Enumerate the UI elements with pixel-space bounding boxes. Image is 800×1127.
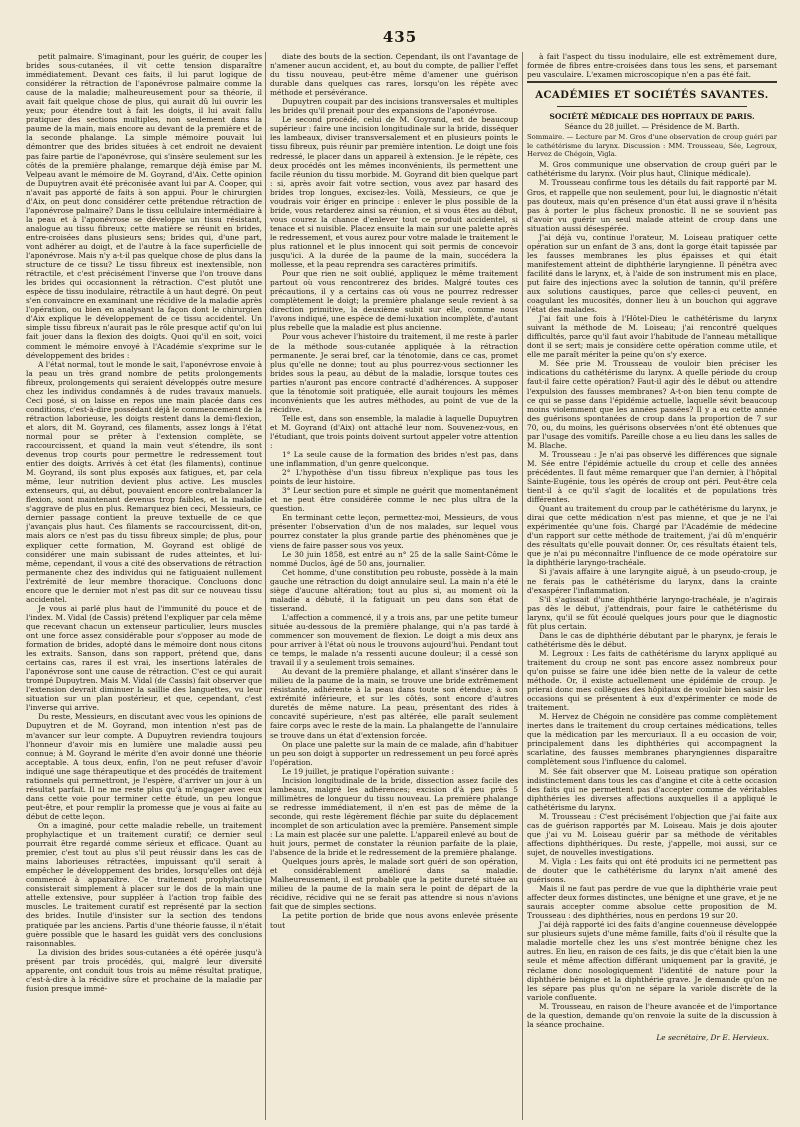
paragraph: M. Trousseau, en raison de l'heure avancée et de l'importance de la question, demande qu'on renvoie la suite de la discussion à la séance prochaine. [527,1001,777,1029]
section-rule [527,81,777,83]
section-heading: ACADÉMIES ET SOCIÉTÉS SAVANTES. [535,90,769,102]
paragraph: 3° Leur section pure et simple ne guérit que momentanément et ne peut être considérée comme le nec plus ultra de la question. [270,486,518,514]
paragraph: Dans le cas de diphthérie débutant par le pharynx, je ferais le cathétérisme dès le début. [527,630,777,649]
paragraph: On place une palette sur la main de ce malade, afin d'habituer un peu son doigt à supporter un redressement un peu forcé après l'opération. [270,739,518,767]
paragraph: M. Vigla : Les faits qui ont été produits ici ne permettent pas de douter que le cathétérisme du larynx n'ait amené des guérisons. [527,856,777,885]
paragraph: J'ai fait une fois à l'Hôtel-Dieu le cathétérisme du larynx suivant la méthode de M. Loiseau; j'ai rencontré quelques difficultés, parce qu'il faut avoir l'habitude de l'anneau métallique dont il se sert; mais je considère cette opération comme utile, et elle me paraît mériter la peine qu'on s'y exerce. [527,314,777,360]
column-divider [265,52,266,1120]
paragraph: M. Trousseau : C'est précisément l'objection que j'ai faite aux cas de guérison rapportés par M. Loiseau. Mais je dois ajouter que j'ai vu M. Loiseau guérir par sa méthode de véritables affections diphthériques. Du reste, j'appelle, moi aussi, sur ce sujet, de nouvelles investigations. [527,811,777,857]
paragraph: Du reste, Messieurs, en discutant avec vous les opinions de Dupuytren et de M. Goyrand, mon intention n'est pas de m'avancer sur leur compte. A Dupuytren reviendra toujours l'honneur d'avoir mis en lumière une maladie aussi peu connue; à M. Goyrand le mérite d'en avoir donné une théorie acceptable. A tous deux, enfin, l'on ne peut refuser d'avoir indiqué une sage thérapeutique et des procédés de traitement rationnels qui permettront, je l'espère, d'arriver un jour à un résultat parfait. Il ne me reste plus qu'à m'engager avec eux dans cette voie pour terminer cette étude, un peu longue peut-être, et pour remplir la promesse que je vous ai faite au début de cette leçon. [26,712,262,821]
column-right-body [527,160,777,1029]
section-rule [557,106,747,107]
paragraph: Le 19 juillet, je pratique l'opération suivante : [282,766,455,776]
paragraph: J'ai déjà rapporté ici des faits d'angine couenneuse développée sur plusieurs sujets d'une même famille, faits d'où il résulte que la maladie mortelle chez les uns s'est montrée bénigne chez les autres. En lieu, en raison de ces faits, je dis que c'était bien la une seule et même affection différant uniquement par la gravité, je réclame donc nosologiquement l'identité de nature pour la diphthérie bénigne et la diphthérie grave. Je demande qu'on ne les sépare pas plus qu'on ne sépare la variole discrète de la variole confluente. [527,920,777,1002]
paragraph: Dupuytren coupait par des incisions transversales et multiples les brides qu'il prenait pour des expansions de l'aponévrose. [270,97,518,116]
paragraph: En terminant cette leçon, permettez-moi, Messieurs, de vous présenter l'observation d'un de nos malades, sur lequel vous pourrez constater la plus grande partie des phénomènes que je viens de faire passer sous vos yeux. [270,513,518,550]
secretary-signature: Le secrétaire, Dr E. Hervieux. [656,1032,769,1042]
paragraph: Mais il ne faut pas perdre de vue que la diphthérie vraie peut affecter deux formes distinctes, une bénigne et une grave, et je ne saurais accepter comme absolue cette proposition de M. Trousseau : des diphthéries, nous en perdons 19 sur 20. [527,884,777,921]
paragraph: Je vous ai parlé plus haut de l'immunité du pouce et de l'index. M. Vidal (de Cassis) prétend l'expliquer par cela même que recevant chacun un extenseur particulier, leurs muscles ont une force assez considérable pour s'opposer au mode de formation de brides, adopté dans le mémoire dont nous citons les extraits. Sanson, dans son rapport, prétend que, dans certains cas, rares il est vrai, les insertions latérales de l'aponévrose sont une cause de rétraction. C'est ce qui aurait trompé Dupuytren. Mais M. Vidal (de Cassis) fait observer que l'extension devrait diminuer la saillie des languettes, vu leur situation sur un plan postérieur, et que, cependant, c'est l'inverse qui arrive. [26,603,262,713]
paragraph: J'ai déjà vu, continue l'orateur, M. Loiseau pratiquer cette opération sur un enfant de 3 ans, dont la gorge était tapissée par les fausses membranes les plus épaisses et qui était manifestement atteint de diphthérie laryngienne. Il pénétra avec facilité dans le larynx, et, à l'aide de son instrument mis en place, put faire des injections avec la solution de tannin, qu'il préfère aux solutions caustiques, parce que celles-ci peuvent, en coagulant les mucosités, donner lieu à un bouchon qui aggrave l'état des malades. [527,232,777,315]
paragraph: M. Trousseau : Je n'ai pas observé les différences que signale M. Sée entre l'épidémie actuelle du croup et celle des années précédentes. Il faut même remarquer que l'an dernier, à l'hôpital Sainte-Eugénie, tous les opérés de croup ont péri. Peut-être cela tient-il à ce qu'il s'agit de localités et de populations très différentes. [527,449,777,505]
paragraph: M. Sée fait observer que M. Loiseau pratique son opération indistinctement dans tous les cas d'angine et cite à cette occasion des faits qui ne permettent pas d'accepter comme de véritables diphthéries les diverses affections auxquelles il a appliqué le cathétérisme du larynx. [527,766,777,812]
paragraph: L'affection a commencé, il y a trois ans, par une petite tumeur située au-dessous de la première phalange, qui n'a pas tardé à commencer son mouvement de flexion. Le doigt a mis deux ans pour arriver à l'état où nous le trouvons aujourd'hui. Pendant tout ce temps, le malade n'a ressenti aucune douleur; il a cessé son travail il y a seulement trois semaines. [270,612,518,668]
paragraph: à fait l'aspect du tissu inodulaire, elle est extrêmement dure, formée de fibres entre-croisées dans tous les sens, et parsemant peu vasculaire. L'examen microscopique n'en a pas été fait. [527,52,777,80]
paragraph: Pour que rien ne soit oublié, appliquez le même traitement partout où vous rencontrerez des brides. Malgré toutes ces précautions, il y a certains cas où vous ne pourrez redresser complètement le doigt; la première phalange seule revient à sa direction primitive, la deuxième subit sur elle, comme nous l'avons indiqué, une espèce de demi-luxation incomplète, d'autant plus rebelle que la maladie est plus ancienne. [270,269,518,333]
column-middle [270,52,518,1122]
column-divider [522,52,523,1120]
page-number: 435 [382,28,418,46]
paragraph: Quant au traitement du croup par le cathétérisme du larynx, je dirai que cette médication n'est pas mienne, et que je ne l'ai expérimentée qu'une fois. Chargé par l'Académie de médecine d'un rapport sur cette méthode de traitement, j'ai dû m'enquérir des résultats qu'elle pouvait donner. Or, ces résultats étaient tels, que je n'ai pu méconnaître l'influence de ce mode opératoire sur la diphthérie laryngo-trachéale. [527,504,777,568]
paragraph: Incision longitudinale de la bride, dissection assez facile des lambeaux, malgré les adhérences; excision d'à peu près 5 millimètres de longueur du tissu nouveau. La première phalange se redresse immédiatement, il n'en est pas de même de la seconde, qui reste légèrement fléchie par suite du déplacement incomplet de son articulation avec la première. Pansement simple : La main est placée sur une palette. L'appareil enlevé au bout de huit jours, permet de constater la réunion parfaite de la plaie, l'absence de la bride et le redressement de la première phalange. [270,775,518,858]
society-name: SOCIÉTÉ MÉDICALE DES HOPITAUX DE PARIS. [549,112,755,122]
paragraph: A l'état normal, tout le monde le sait, l'aponévrose envoie à la peau un très grand nombre de petits prolongements fibreux, prolongements qui seraient développés outre mesure chez les individus condamnés à de rudes travaux manuels. Ceci posé, si on laisse en repos une main placée dans ces conditions, c'est-à-dire possédant déjà le commencement de la rétraction laborieuse, les doigts restent dans la demi-flexion, et alors, dit M. Goyrand, ces filaments, assez longs à l'état normal pour se prêter à l'extension complète, se raccourcissent, et quand la main veut s'étendre, ils sont devenus trop courts pour permettre le redressement tout entier des doigts. Arrivés à cet état (les filaments), continue M. Goyrand, ils sont plus exposés aux fatigues, et, par cela même, leur nutrition devient plus active. Les muscles extenseurs, qui, au début, pouvaient encore contrebalancer la flexion, sont maintenant devenus trop faibles, et la maladie s'aggrave de plus en plus. Remarquez bien ceci, Messieurs, ce dernier passage contient la preuve textuelle de ce que j'avançais plus haut. Ces filaments se raccourcissent, dit-on, mais alors ce n'est pas du tissu fibreux simple; de plus, pour expliquer cette formation, M. Goyrand est obligé de considérer une main subissant de rudes atteintes, et lui-même, cependant, il vous a cité des observations de rétraction permanente chez des individus qui ne fatiguaient nullement l'extrémité de leur membre thoracique. Concluons donc encore que le dernier mot n'est pas dit sur ce nouveau tissu accidentel. [26,359,262,604]
paragraph: La division des brides sous-cutanées a été opérée jusqu'à présent par trois procédés, qui, malgré leur diversité apparente, ont conduit tous trois au même résultat pratique, c'est-à-dire à la récidive sûre et prochaine de la maladie par fusion presque immé- [26,947,262,993]
paragraph: 1° La seule cause de la formation des brides n'est pas, dans une inflammation, d'un genre quelconque. [270,450,518,469]
paragraph: Quelques jours après, le malade sort guéri de son opération, et considérablement amélioré dans sa maladie. Malheureusement, il est probable que la petite dureté située au milieu de la paume de la main sera le point de départ de la récidive, récidive qui ne se ferait pas attendre si nous n'avions fait que de simples sections. [270,857,518,912]
paragraph: Le second procédé, celui de M. Goyrand, est de beaucoup supérieur : faire une incision longitudinale sur la bride, disséquer les lambeaux, diviser transversalement et en plusieurs points le tissu fibreux, puis réunir par première intention. Le doigt une fois redressé, le placer dans un appareil à extension. Je le répète, ces deux procédés ont les mêmes inconvénients, ils permettent une facile réunion du tissu morbide. M. Goyrand dit bien quelque part : si, après avoir fait votre section, vous avez par hasard des brides trop longues, excisez-les. Voilà, Messieurs, ce que je voudrais voir ériger en principe : enlever le plus possible de la bride, vous retarderez ainsi sa réunion, et si vous êtes au début, vous courez la chance d'enlever tout ce produit accidentel, si tenace et si nuisible. Placez ensuite la main sur une palette après le redressement, et vous aurez pour votre malade le traitement le plus rationnel et le plus innocent qui soit permis de concevoir jusqu'ici. A la durée de la paume de la main, succédera la mollesse, et la peau reprendra ses caractères primitifs. [270,115,518,270]
paragraph: Si j'avais affaire à une laryngite aiguë, à un pseudo-croup, je ne ferais pas le cathétérisme du larynx, dans la crainte d'exaspérer l'inflammation. [527,567,777,595]
column-left [26,52,262,1122]
paragraph: La petite portion de bride que nous avons enlevée présente tout [270,911,518,930]
paragraph: M. Legroux : Les faits de cathétérisme du larynx appliqué au traitement du croup ne sont pas encore assez nombreux pour qu'on puisse se faire une idée bien nette de la valeur de cette méthode. Or, il existe actuellement une épidémie de croup. Je prierai donc mes collègues des hôpitaux de vouloir bien saisir les occasions qui se présentent à eux d'expérimenter ce mode de traitement. [527,648,777,713]
paragraph: Telle est, dans son ensemble, la maladie à laquelle Dupuytren et M. Goyrand (d'Aix) ont attaché leur nom. Souvenez-vous, en l'étudiant, que trois points doivent surtout appeler votre attention : [270,413,518,451]
session-summary: Sommaire. — Lecture par M. Gros d'une observation de croup guéri par le cathétérisme du larynx. Discussion : MM. Trousseau, Sée, Legroux, Hervez de Chégoin, Vigla. [527,133,777,158]
paragraph: On a imaginé, pour cette maladie rebelle, un traitement prophylactique et un traitement curatif; ce dernier seul pourrait être regardé comme sérieux et efficace. Quant au premier, c'est tout au plus s'il peut réussir dans les cas de mains laborieuses rétractées, impuissant qu'il serait à empêcher le développement des brides, lorsqu'elles ont déjà commencé à apparaître. Ce traitement prophylactique consisterait simplement à placer sur le dos de la main une attelle extensive, pour suppléer à l'action trop faible des muscles. Le traitement curatif est représenté par la section des brides. Inutile d'insister sur la section des tendons pratiquée par les anciens. Partis d'une théorie fausse, il n'était guère possible que le hasard les guidât vers des conclusions raisonnables. [26,820,262,948]
paragraph: petit palmaire. S'imaginant, pour les guérir, de couper les brides sous-cutanées, il vit cette tension disparaître immédiatement. Devant ces faits, il lui parut logique de considérer la rétraction de l'aponévrose palmaire comme la cause de la maladie; malheureusement pour sa théorie, il avait fait quelque chose de plus, qui aurait dû lui ouvrir les yeux; pour étendre tout à fait les doigts, il lui avait fallu pratiquer des sections multiples, non seulement dans la paume de la main, mais encore au devant de la première et de la seconde phalange. La simple mémoire pouvait lui démontrer que des brides situées à cet endroit ne devaient pas faire partie de l'aponévrose, qui s'insère seulement sur les côtés de la première phalange, remarque déjà émise par M. Velpeau avant le mémoire de M. Goyrand, d'Aix. Cette opinion de Dupuytren avait été préconisée avant lui par A. Cooper, qui n'avait pas apporté de faits à son appui. Pour le chirurgien d'Aix, on peut donc considérer cette prétendue rétraction de l'aponévrose palmaire? Dans le tissu cellulaire intermédiaire à la peau et à l'aponévrose se développe un tissu résistant, analogue au tissu fibreux; cette matière se réunit en brides, entre-croisées dans plusieurs sens; brides qui, d'une part, vont adhérer au doigt, et de l'autre à la face superficielle de l'aponévrose. Mais n'y a-t-il pas quelque chose de plus dans la structure de ce tissu? Le tissu fibreux est inextensible, non rétractile, et c'est précisément l'inverse que l'on trouve dans les brides qui occasionnent la rétraction. C'est plutôt une espèce de tissu inodulaire, rétractile à un haut degré. On peut s'en convaincre en examinant une récidive de la maladie après l'opération, ou bien en analysant la façon dont le chirurgien d'Aix explique le développement de ce tissu accidentel. Un simple tissu fibreux n'aurait pas le rôle presque actif qu'on lui fait jouer dans la flexion des doigts. Quoi qu'il en soit, voici comment le mémoire envoyé à l'Académie s'exprime sur le développement des brides : [26,52,262,360]
session-line: Séance du 28 juillet. — Présidence de M. Barth. [564,122,740,132]
paragraph: M. Sée prie M. Trousseau de vouloir bien préciser les indications du cathétérisme du larynx. A quelle période du croup faut-il faire cette opération? Faut-il agir dès le début ou attendre l'expulsion des fausses membranes? A-t-on bien tenu compte de ce qui se passe dans l'épidémie actuelle, laquelle sévit beaucoup moins violemment que les années passées? Il y a eu cette année des guérisons spontanées de croup dans la proportion de 7 sur 70, ou, du moins, les guérisons observées n'ont été obtenues que par l'usage des vomitifs. Pareille chose a eu lieu dans les salles de M. Blache. [527,359,777,450]
paragraph: Pour vous achever l'histoire du traitement, il me reste à parler de la méthode sous-cutanée appliquée à la rétraction permanente. Je serai bref, car la ténotomie, dans ce cas, promet plus qu'elle ne donne; tout au plus pourrez-vous sectionner les brides sous la peau, au début de la maladie, lorsque toutes ces parties n'auront pas encore contracté d'adhérences. A supposer que la ténotomie soit pratiquée, elle aurait toujours les mêmes inconvénients que les autres méthodes, au point de vue de la récidive. [270,332,518,414]
column-right [527,52,777,1122]
column-right-intro [527,52,777,79]
paragraph: Cet homme, d'une constitution peu robuste, possède à la main gauche une rétraction du doigt annulaire seul. La main n'a été le siège d'aucune altération; tout au plus si, au moment où la maladie a débuté, il la fatiguait un peu dans son état de tisserand. [270,567,518,613]
paragraph: 2° L'hypothèse d'un tissu fibreux n'explique pas tous les points de leur histoire. [270,468,518,487]
paragraph: diate des bouts de la section. Cependant, ils ont l'avantage de n'amener aucun accident, et, au bout du compte, de pallier l'effet du tissu nouveau, peut-être même d'amener une guérison durable dans quelques cas rares, lorsqu'on les répète avec méthode et persévérance. [270,52,518,98]
paragraph: M. Trousseau confirme tous les détails du fait rapporté par M. Gros, et rappelle que non seulement, pour lui, le diagnostic n'était pas douteux, mais qu'en présence d'un état aussi grave il n'hésita pas à porter le plus fâcheux pronostic. Il ne se souvient pas d'avoir vu guérir un seul malade atteint de croup dans une situation aussi désespérée. [527,178,777,233]
paragraph: Le 30 juin 1858, est entré au n° 25 de la salle Saint-Côme le nommé Duclos, âgé de 50 ans, journalier. [270,549,518,568]
paragraph: S'il s'agissait d'une diphthérie laryngo-trachéale, je n'agirais pas dès le début, j'attendrais, pour faire le cathétérisme du larynx, qu'il se fût écoulé quelques jours pour que le diagnostic fût plus certain. [527,594,777,631]
paragraph: M. Gros communique une observation de croup guéri par le cathétérisme du larynx. (Voir plus haut, Clinique médicale). [527,160,777,179]
paragraph: Au devant de la première phalange, et allant s'insérer dans le milieu de la paume de la main, se trouve une bride extrêmement résistante, adhérente à la peau dans toute son étendue; à son extrémité inférieure, et sur les côtés, sont encore d'autres duretés de même nature. La peau, présentant des rides à concavité supérieure, n'est pas altérée, elle paraît seulement faire corps avec le reste de la main. La phalangette de l'annulaire se trouve dans un état d'extension forcée. [270,667,518,740]
paragraph: M. Hervez de Chégoin ne considère pas comme complètement inertes dans le traitement du croup certaines médications, telles que la médication par les mercuriaux. Il a eu occasion de voir, principalement dans les diphthéries qui accompagnent la scarlatine, des fausses membranes pharyngiennes disparaître complètement sous l'influence du calomel. [527,712,777,767]
